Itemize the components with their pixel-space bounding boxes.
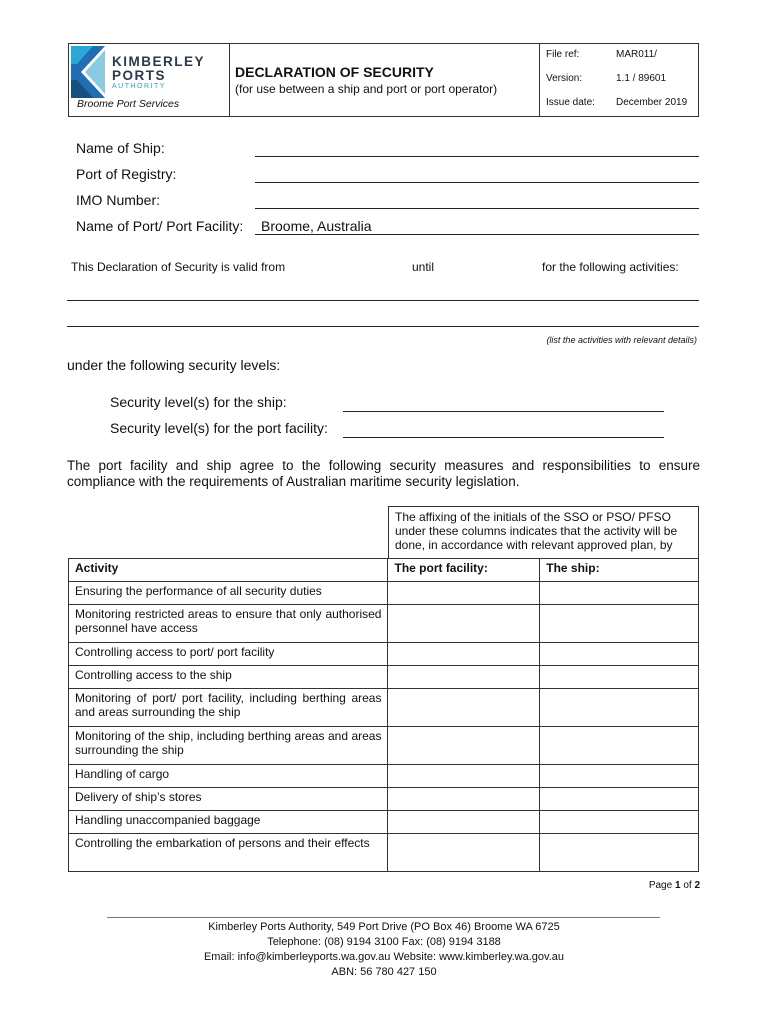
validity-activities-label: for the following activities: bbox=[542, 260, 679, 274]
port-initials-cell[interactable] bbox=[388, 727, 540, 765]
kpa-logo-icon bbox=[71, 46, 105, 98]
activity-cell: Controlling access to the ship bbox=[69, 666, 388, 689]
activities-note: (list the activities with relevant details) bbox=[546, 335, 697, 345]
agreement-paragraph: The port facility and ship agree to the following security measures and responsibilities to ensure compliance with the requirements of Australian maritime security legislation. bbox=[67, 458, 700, 489]
footer-abn: ABN: 56 780 427 150 bbox=[331, 966, 437, 978]
levels-intro: under the following security levels: bbox=[67, 357, 281, 373]
ship-initials-cell[interactable] bbox=[540, 605, 699, 643]
footer-contact: Email: info@kimberleyports.wa.gov.au Website: www.kimberley.wa.gov.au bbox=[203, 951, 565, 963]
ship-initials-cell[interactable] bbox=[540, 582, 699, 605]
port-initials-cell[interactable] bbox=[388, 834, 540, 872]
activity-cell: Controlling access to port/ port facility bbox=[69, 643, 388, 666]
table-row bbox=[69, 666, 699, 689]
port-initials-cell[interactable] bbox=[388, 788, 540, 811]
footer bbox=[0, 920, 768, 980]
meta-label-file-ref: File ref: bbox=[546, 49, 580, 60]
ship-initials-cell[interactable] bbox=[540, 643, 699, 666]
validity-until-label: until bbox=[412, 260, 435, 274]
document-subtitle: (for use between a ship and port or port operator) bbox=[235, 82, 498, 96]
level-port-label: Security level(s) for the port facility: bbox=[110, 420, 328, 436]
ship-initials-cell[interactable] bbox=[540, 811, 699, 834]
activities-table bbox=[68, 558, 699, 872]
table-row bbox=[69, 689, 699, 727]
field-line bbox=[255, 208, 699, 209]
table-row bbox=[69, 605, 699, 643]
footer-address: Kimberley Ports Authority, 549 Port Drive (PO Box 46) Broome WA 6725 bbox=[208, 921, 560, 933]
validity-from-label: This Declaration of Security is valid from bbox=[71, 260, 286, 274]
meta-value-version: 1.1 / 89601 bbox=[616, 73, 667, 84]
table-row bbox=[69, 834, 699, 872]
port-initials-cell[interactable] bbox=[388, 666, 540, 689]
port-initials-cell[interactable] bbox=[388, 689, 540, 727]
activity-cell: Ensuring the performance of all security duties bbox=[69, 582, 388, 605]
field-label-port-facility: Name of Port/ Port Facility: bbox=[76, 218, 244, 234]
ship-initials-cell[interactable] bbox=[540, 666, 699, 689]
activity-cell: Controlling the embarkation of persons and their effects bbox=[69, 834, 388, 872]
field-line bbox=[255, 182, 699, 183]
header-port-facility: The port facility: bbox=[388, 559, 540, 582]
port-initials-cell[interactable] bbox=[388, 765, 540, 788]
meta-value-issue-date: December 2019 bbox=[616, 97, 688, 108]
field-line bbox=[255, 234, 699, 235]
initials-note: The affixing of the initials of the SSO or PSO/ PFSO under these columns indicates that the activity will be done, in accordance with relevant approved plan, by bbox=[388, 506, 699, 559]
table-row bbox=[69, 811, 699, 834]
meta-label-issue-date: Issue date: bbox=[546, 97, 595, 108]
meta-label-version: Version: bbox=[546, 73, 583, 84]
footer-phone: Telephone: (08) 9194 3100 Fax: (08) 9194 3188 bbox=[267, 936, 501, 948]
field-label-port-registry: Port of Registry: bbox=[76, 166, 177, 182]
activity-cell: Handling of cargo bbox=[69, 765, 388, 788]
field-label-imo: IMO Number: bbox=[76, 192, 161, 208]
field-value-port-facility[interactable]: Broome, Australia bbox=[261, 218, 372, 234]
port-initials-cell[interactable] bbox=[388, 582, 540, 605]
page-number: Page 1 of 2 bbox=[648, 880, 700, 891]
field-label-ship-name: Name of Ship: bbox=[76, 140, 165, 156]
table-row bbox=[69, 582, 699, 605]
logo-wordmark: KIMBERLEY PORTS bbox=[112, 54, 206, 83]
header-ship: The ship: bbox=[540, 559, 699, 582]
footer-divider bbox=[107, 917, 660, 918]
level-ship-line[interactable] bbox=[343, 411, 664, 412]
ship-initials-cell[interactable] bbox=[540, 834, 699, 872]
logo-subtext: AUTHORITY bbox=[112, 83, 166, 90]
table-row bbox=[69, 727, 699, 765]
document-title: DECLARATION OF SECURITY bbox=[235, 64, 434, 80]
table-row bbox=[69, 765, 699, 788]
port-initials-cell[interactable] bbox=[388, 811, 540, 834]
level-ship-label: Security level(s) for the ship: bbox=[110, 394, 287, 410]
table-row bbox=[69, 643, 699, 666]
activity-cell: Handling unaccompanied baggage bbox=[69, 811, 388, 834]
port-initials-cell[interactable] bbox=[388, 643, 540, 666]
activity-cell: Monitoring of port/ port facility, including berthing areas and areas surrounding the ship bbox=[69, 689, 388, 727]
document-header bbox=[68, 43, 699, 117]
field-line bbox=[255, 156, 699, 157]
activities-line bbox=[67, 300, 699, 301]
ship-initials-cell[interactable] bbox=[540, 765, 699, 788]
header-activity: Activity bbox=[69, 559, 388, 582]
activity-cell: Monitoring of the ship, including berthing areas and areas surrounding the ship bbox=[69, 727, 388, 765]
activity-cell: Monitoring restricted areas to ensure that only authorised personnel have access bbox=[69, 605, 388, 643]
activities-line bbox=[67, 326, 699, 327]
table-row bbox=[69, 788, 699, 811]
ship-initials-cell[interactable] bbox=[540, 788, 699, 811]
level-port-line[interactable] bbox=[343, 437, 664, 438]
ship-initials-cell[interactable] bbox=[540, 727, 699, 765]
logo-caption: Broome Port Services bbox=[77, 98, 180, 110]
port-initials-cell[interactable] bbox=[388, 605, 540, 643]
ship-initials-cell[interactable] bbox=[540, 689, 699, 727]
meta-value-file-ref: MAR011/ bbox=[616, 49, 657, 60]
activity-cell: Delivery of ship’s stores bbox=[69, 788, 388, 811]
